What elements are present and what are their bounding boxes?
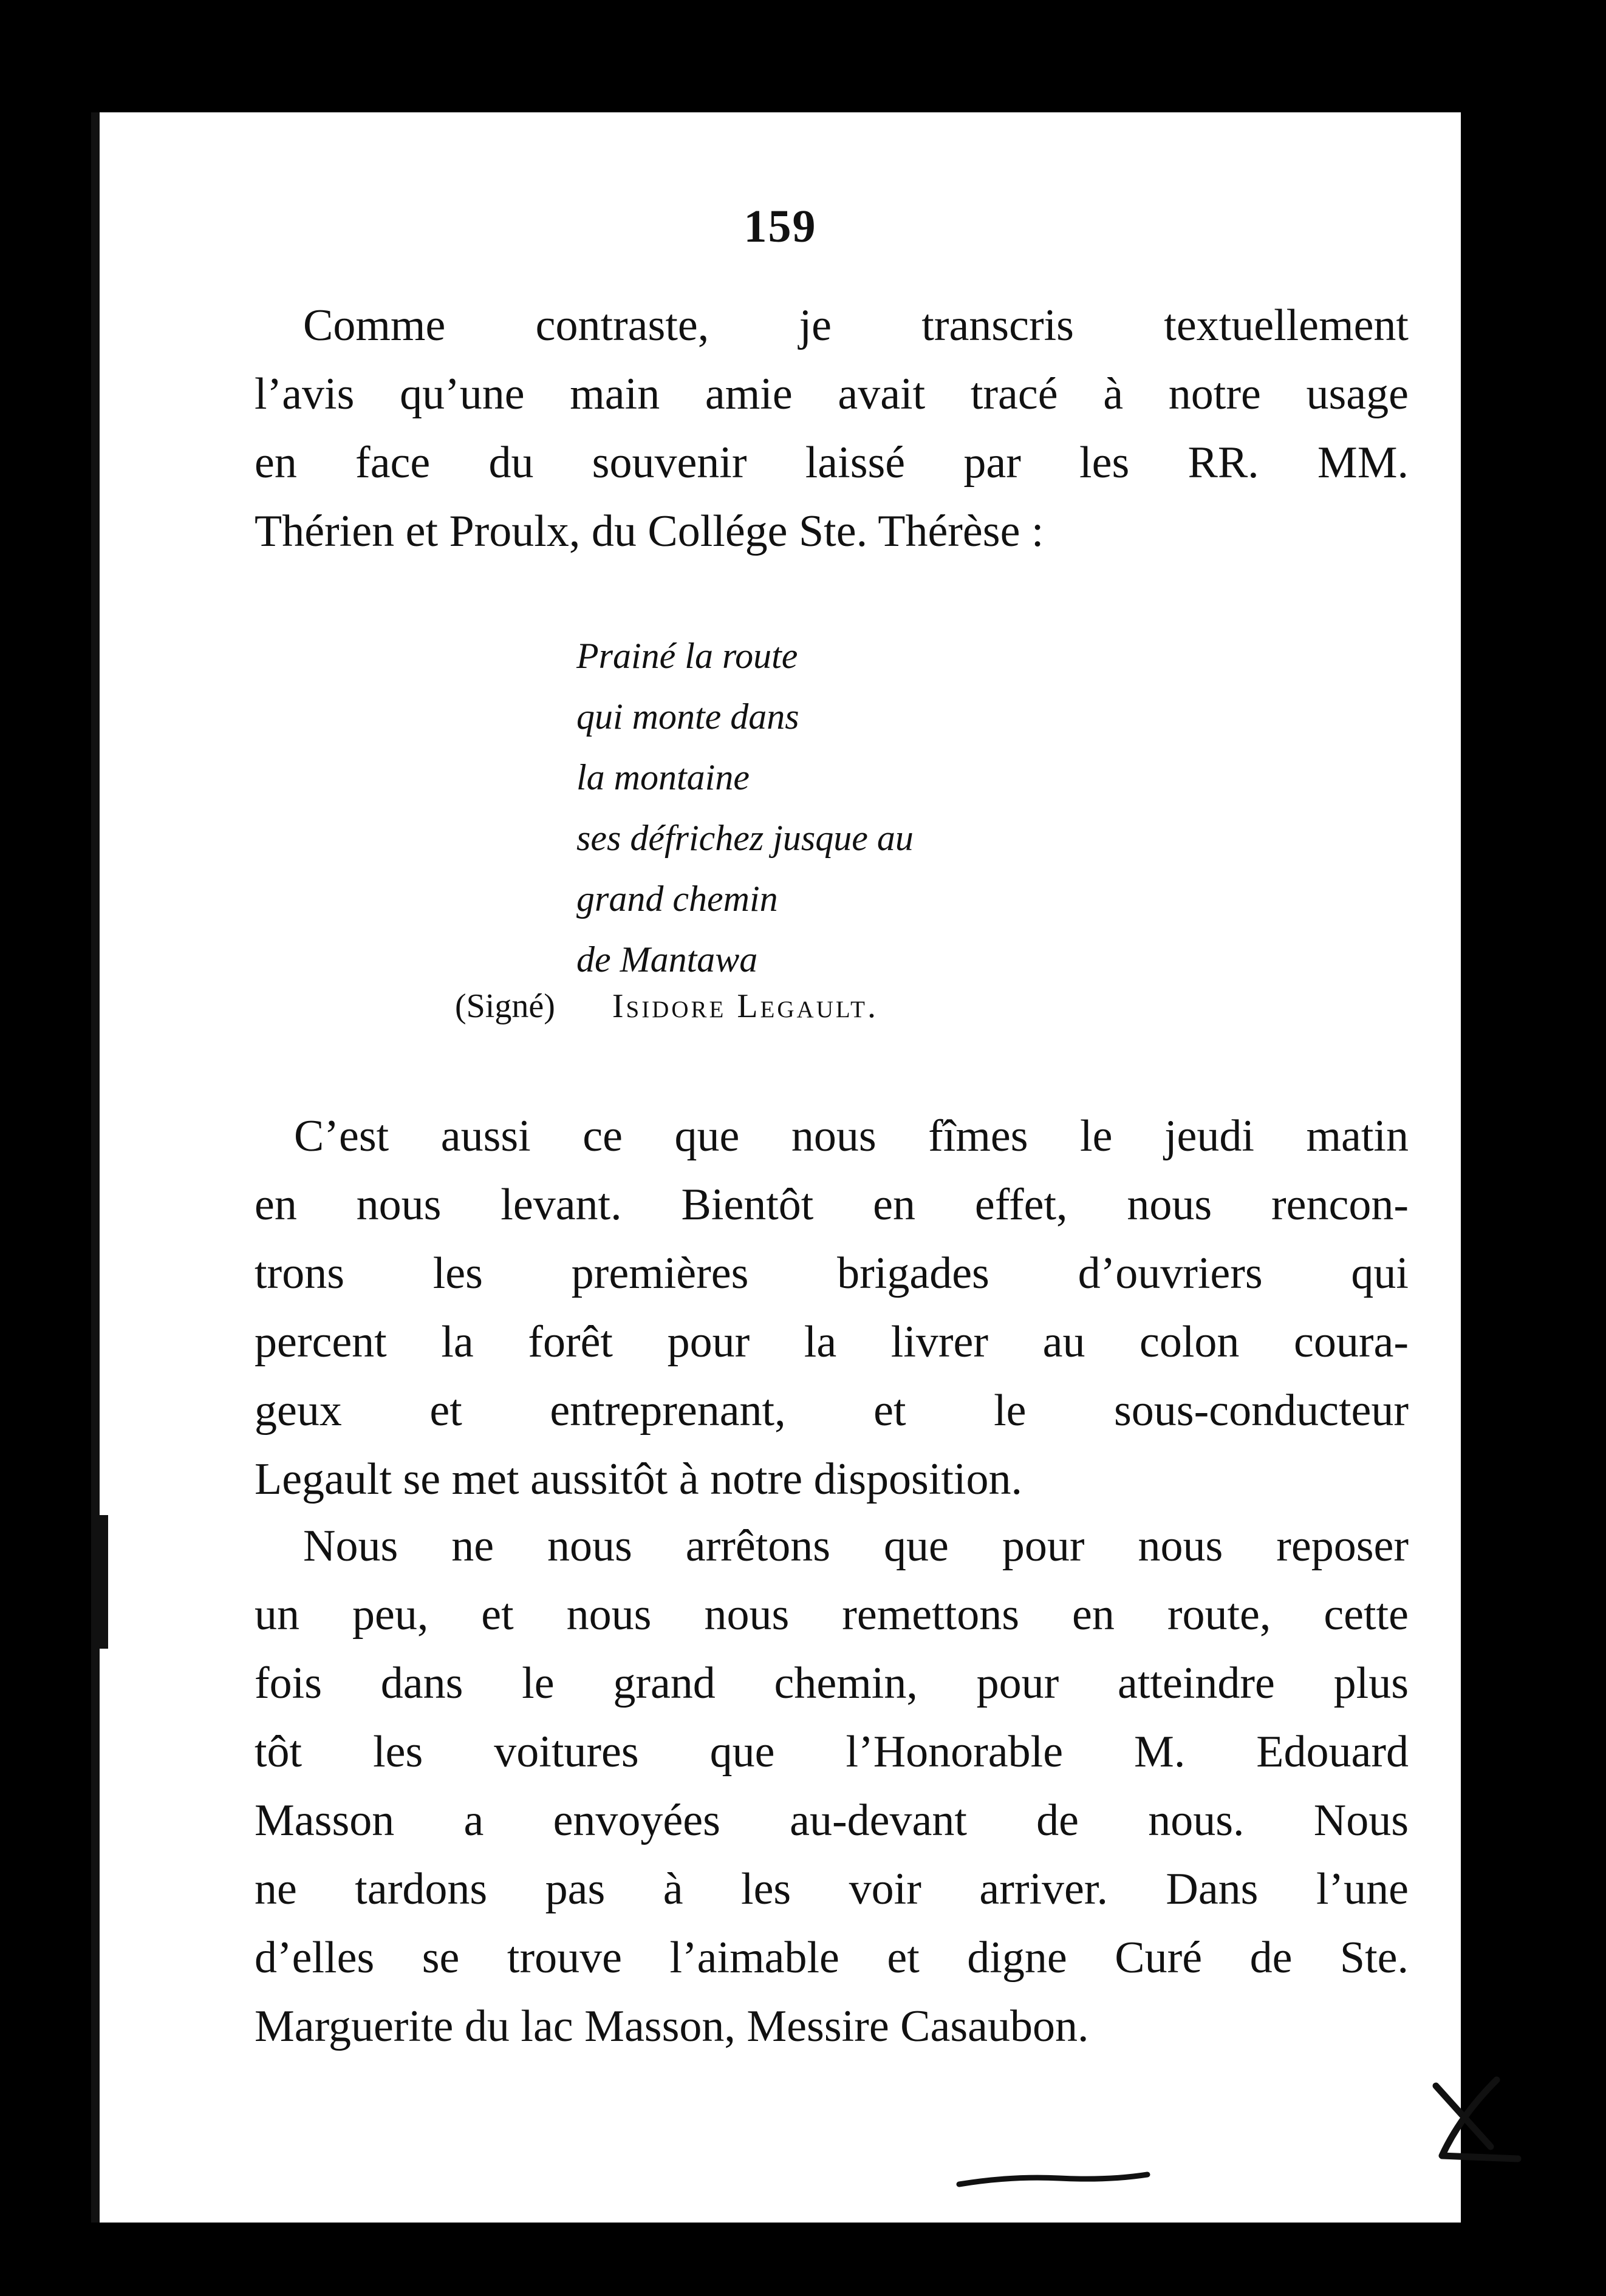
text-line: en face du souvenir laissé par les RR. MM. <box>255 438 1409 488</box>
poem-line: qui monte dans <box>576 697 799 737</box>
poem-line: de Mantawa <box>576 939 758 979</box>
text-line: fois dans le grand chemin, pour atteindre plus <box>255 1658 1409 1708</box>
book-page <box>91 112 1461 2223</box>
poem-line: la montaine <box>576 757 750 797</box>
quoted-notice <box>576 625 914 990</box>
text-line: Comme contraste, je transcris textuellement <box>303 301 1409 350</box>
signer-name: Isidore Legault. <box>612 987 878 1025</box>
text-line: tôt les voitures que l’Honorable M. Edouard <box>255 1727 1409 1777</box>
signature-line <box>455 987 878 1026</box>
text-line: l’avis qu’une main amie avait tracé à notre usage <box>255 369 1409 419</box>
paragraph-intro <box>255 291 1409 566</box>
scan-edge-mark <box>91 1515 108 1649</box>
text-line: geux et entreprenant, et le sous-conducteur <box>255 1386 1409 1436</box>
text-line: C’est aussi ce que nous fîmes le jeudi matin <box>294 1111 1409 1161</box>
paragraph-travel <box>255 1512 1409 2061</box>
text-line: un peu, et nous nous remettons en route, cette <box>255 1590 1409 1640</box>
hand-cross-mark <box>1424 2074 1527 2171</box>
text-line: trons les premières brigades d’ouvriers qui <box>255 1248 1409 1298</box>
page-number: 159 <box>743 201 817 252</box>
text-line: Masson a envoyées au-devant de nous. Nous <box>255 1796 1409 1845</box>
text-line: Marguerite du lac Masson, Messire Casaubon. <box>255 2001 1089 2051</box>
text-line: en nous levant. Bientôt en effet, nous rencon- <box>255 1180 1409 1230</box>
paragraph-morning <box>255 1102 1409 1514</box>
hand-underline-mark <box>956 2171 1150 2189</box>
poem-line: Prainé la route <box>576 636 798 676</box>
text-line: Nous ne nous arrêtons que pour nous reposer <box>303 1521 1409 1571</box>
text-line: Legault se met aussitôt à notre disposition. <box>255 1454 1022 1504</box>
text-line: ne tardons pas à les voir arriver. Dans l’une <box>255 1864 1409 1914</box>
signed-label: (Signé) <box>455 987 555 1025</box>
text-line: Thérien et Proulx, du Collége Ste. Thérèse : <box>255 506 1044 556</box>
text-line: d’elles se trouve l’aimable et digne Curé de Ste. <box>255 1933 1409 1983</box>
poem-line: grand chemin <box>576 879 778 919</box>
text-line: percent la forêt pour la livrer au colon coura- <box>255 1317 1409 1367</box>
poem-line: ses défrichez jusque au <box>576 818 914 858</box>
